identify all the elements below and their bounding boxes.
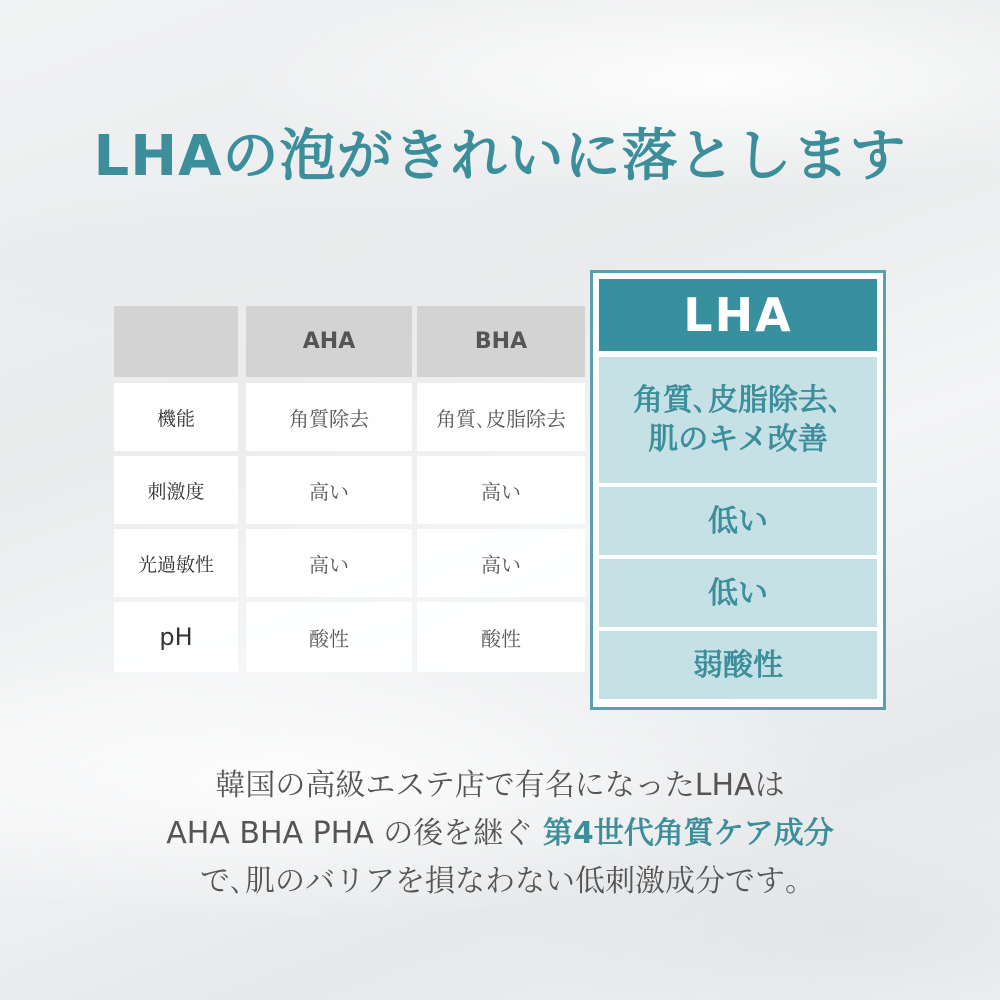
row-label-function: 機能 <box>114 383 238 451</box>
description-line2 <box>0 810 1000 858</box>
aha-photosensitivity: 高い <box>246 529 412 597</box>
lha-function-line1: 角質､皮脂除去､ <box>633 383 843 418</box>
bha-photosensitivity: 高い <box>417 529 585 597</box>
description-line1: 韓国の高級エステ店で有名になったLHAは <box>215 768 785 803</box>
row-label-ph: pH <box>114 602 238 672</box>
bha-function: 角質､皮脂除去 <box>417 383 585 451</box>
lha-function-line2: 肌のキメ改善 <box>648 422 828 457</box>
bha-ph: 酸性 <box>417 602 585 672</box>
lha-header: LHA <box>599 279 877 351</box>
description <box>0 762 1000 906</box>
description-highlight: 第4世代角質ケア成分 <box>542 816 834 851</box>
lha-function <box>599 357 877 483</box>
table-header-aha: AHA <box>246 306 412 377</box>
lha-ph: 弱酸性 <box>599 631 877 699</box>
lha-photosensitivity: 低い <box>599 559 877 627</box>
row-label-photosensitivity: 光過敏性 <box>114 529 238 597</box>
lha-column <box>590 270 886 710</box>
row-label-irritation: 刺激度 <box>114 456 238 524</box>
table-header-bha: BHA <box>417 306 585 377</box>
lha-irritation: 低い <box>599 487 877 555</box>
aha-ph: 酸性 <box>246 602 412 672</box>
description-line2-prefix: AHA BHA PHA の後を継ぐ <box>166 816 543 851</box>
table-header-blank <box>114 306 238 377</box>
aha-irritation: 高い <box>246 456 412 524</box>
aha-function: 角質除去 <box>246 383 412 451</box>
bha-irritation: 高い <box>417 456 585 524</box>
page-title: LHAの泡がきれいに落とします <box>93 124 907 189</box>
description-line3: で､肌のバリアを損なわない低刺激成分です｡ <box>200 864 800 899</box>
